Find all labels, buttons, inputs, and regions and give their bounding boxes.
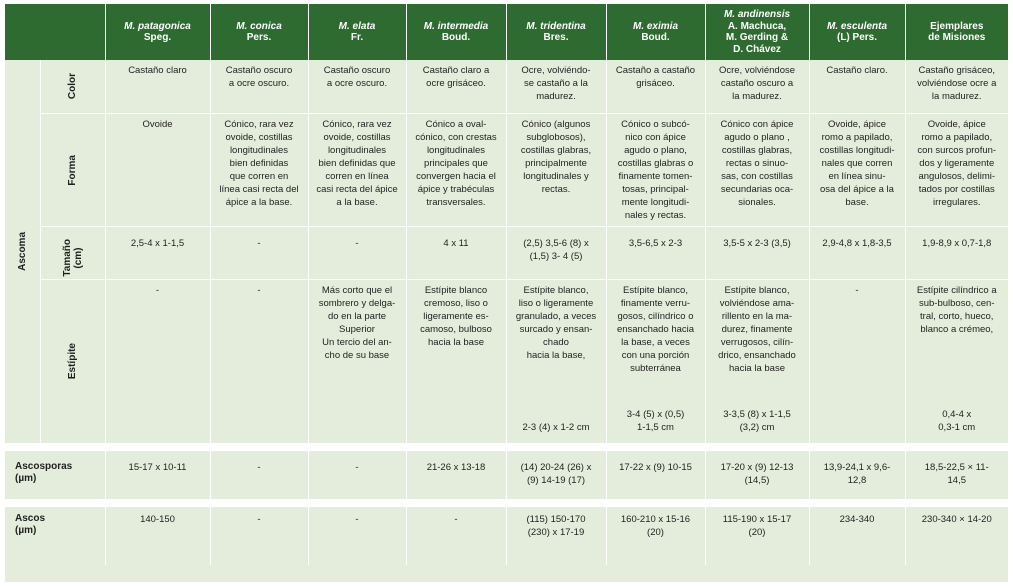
header-col-5 bbox=[506, 4, 606, 60]
table-cell: 1,9-8,9 x 0,7-1,8 bbox=[905, 227, 1008, 280]
species-author: Fr. bbox=[350, 32, 364, 43]
table-cell: 230-340 × 14-20 bbox=[921, 514, 992, 525]
species-name: M. conica bbox=[236, 20, 282, 32]
table-cell: Castaño grisáceo, volviéndose ocre a la madurez. bbox=[905, 60, 1008, 114]
table-cell: 160-210 x 15-16 (20) bbox=[606, 503, 705, 565]
table-cell bbox=[606, 280, 705, 448]
estipite-description: Estípite blanco, liso o ligeramente granulado, a veces surcado y ensan- chado hacia la base, bbox=[515, 285, 597, 361]
ascos-label: Ascos (µm) bbox=[5, 503, 105, 565]
table-cell: - bbox=[308, 227, 406, 280]
table-cell: 115-190 x 15-17 (20) bbox=[705, 503, 809, 565]
estipite-size: 3-3,5 (8) x 1-1,5 (3,2) cm bbox=[723, 409, 791, 433]
table-cell: - bbox=[406, 503, 506, 565]
estipite-description: - bbox=[155, 285, 160, 296]
table-cell: (14) 20-24 (26) x (9) 14-19 (17) bbox=[506, 447, 606, 503]
tamano-label-cell bbox=[40, 227, 105, 280]
table-cell: (2,5) 3,5-6 (8) x (1,5) 3- 4 (5) bbox=[506, 227, 606, 280]
tamano-label: Tamaño (cm) bbox=[61, 239, 84, 277]
table-cell: 140-150 bbox=[105, 503, 210, 565]
color-label-cell bbox=[40, 60, 105, 114]
table-cell bbox=[705, 280, 809, 448]
table-cell: Ocre, volviéndo- se castaño a la madurez. bbox=[506, 60, 606, 114]
estipite-size: 3-4 (5) x (0,5) 1-1,5 cm bbox=[626, 409, 685, 433]
row-estipite bbox=[5, 280, 1008, 448]
header-col-6 bbox=[606, 4, 705, 60]
species-name: M. esculenta bbox=[826, 20, 888, 32]
estipite-description: Estípite blanco cremoso, liso o ligeramente es- camoso, bulboso hacia la base bbox=[420, 285, 492, 348]
table-cell: Castaño oscuro a ocre oscuro. bbox=[210, 60, 308, 114]
species-author: Bres. bbox=[543, 32, 569, 43]
table-cell: 3,5-5 x 2-3 (3,5) bbox=[705, 227, 809, 280]
table-cell: Ovoide, ápice romo a papilado, costillas longitudi- nales que corren en línea sinu- osa del ápice a la base. bbox=[809, 114, 905, 227]
table-cell bbox=[905, 280, 1008, 448]
comparison-table-container bbox=[5, 4, 1008, 582]
table-cell: Castaño claro bbox=[105, 60, 210, 114]
table-cell bbox=[210, 280, 308, 448]
ascoma-group-label-cell bbox=[5, 60, 40, 447]
table-cell: 3,5-6,5 x 2-3 bbox=[606, 227, 705, 280]
table-cell: Castaño a castaño grisáceo. bbox=[606, 60, 705, 114]
table-cell bbox=[809, 280, 905, 448]
species-name: M. patagonica bbox=[124, 20, 191, 32]
table-cell: 18,5-22,5 × 11- 14,5 bbox=[905, 447, 1008, 503]
table-cell: 13,9-24,1 x 9,6- 12,8 bbox=[809, 447, 905, 503]
table-cell: - bbox=[210, 227, 308, 280]
table-cell: 2,9-4,8 x 1,8-3,5 bbox=[809, 227, 905, 280]
header-corner bbox=[5, 4, 105, 60]
header-col-3 bbox=[308, 4, 406, 60]
estipite-description: Estípite blanco, volviéndose ama- rillento en la ma- durez, finamente verrugosos, cilín- drico, ensanchado hacia la base bbox=[718, 285, 796, 374]
ascoma-label: Ascoma bbox=[16, 232, 28, 271]
estipite-label-cell bbox=[40, 280, 105, 448]
table-cell: 4 x 11 bbox=[406, 227, 506, 280]
table-cell: Cónico (algunos subglobosos), costillas glabras, principalmente longitudinales y rectas. bbox=[506, 114, 606, 227]
header-col-8 bbox=[809, 4, 905, 60]
table-cell: Ovoide bbox=[105, 114, 210, 227]
table-cell: Cónico a oval- cónico, con crestas longitudinales principales que convergen hacia el ápice y trabéculas transversales. bbox=[406, 114, 506, 227]
header-col-1 bbox=[105, 4, 210, 60]
table-cell: - bbox=[210, 503, 308, 565]
estipite-description: - bbox=[855, 285, 859, 296]
species-name: M. elata bbox=[338, 20, 376, 32]
row-color bbox=[5, 60, 1008, 114]
estipite-size: 2-3 (4) x 1-2 cm bbox=[522, 422, 590, 433]
header-col-7 bbox=[705, 4, 809, 60]
table-cell bbox=[506, 280, 606, 448]
species-name: M. tridentina bbox=[526, 20, 586, 32]
header-col-4 bbox=[406, 4, 506, 60]
estipite-description: Estípite cilíndrico a sub-bulboso, cen- tral, corto, hueco, blanco a crémeo, bbox=[916, 285, 997, 335]
table-cell: 234-340 bbox=[809, 503, 905, 565]
species-author: (L) Pers. bbox=[836, 32, 877, 43]
table-cell: Cónico con ápice agudo o plano , costillas glabras, rectas o sinuo- sas, con costillas secundarias oca- sionales. bbox=[705, 114, 809, 227]
table-cell: - bbox=[210, 447, 308, 503]
estipite-label: Estípite bbox=[67, 343, 78, 380]
forma-label: Forma bbox=[67, 154, 78, 186]
species-author: Speg. bbox=[143, 32, 172, 43]
table-cell: Cónico o subcó- nico con ápice agudo o plano, costillas glabras o finamente tomen- tosas, principal- mente longitudi- nales y rectas. bbox=[606, 114, 705, 227]
table-cell: Cónico, rara vez ovoide, costillas longitudinales bien definidas que corren en línea casi recta del ápice a la base. bbox=[210, 114, 308, 227]
color-label: Color bbox=[67, 73, 78, 100]
table-cell: - bbox=[308, 447, 406, 503]
table-cell: Castaño oscuro a ocre oscuro. bbox=[308, 60, 406, 114]
row-ascos bbox=[5, 503, 1008, 565]
table-cell: 17-20 x (9) 12-13 (14,5) bbox=[705, 447, 809, 503]
morchella-comparison-table bbox=[5, 4, 1008, 565]
species-author: Pers. bbox=[246, 32, 272, 43]
table-cell bbox=[308, 280, 406, 448]
species-author: Boud. bbox=[441, 32, 471, 43]
species-name: M. intermedia bbox=[423, 20, 489, 32]
row-tamano bbox=[5, 227, 1008, 280]
table-cell: Ovoide, ápice romo a papilado, con surcos profun- dos y ligeramente angulosos, delimi- tados por costillas irregulares. bbox=[905, 114, 1008, 227]
estipite-size: 0,4-4 x 0,3-1 cm bbox=[938, 409, 976, 433]
table-cell: - bbox=[308, 503, 406, 565]
species-author: A. Machuca, M. Gerding & D. Chávez bbox=[725, 20, 789, 55]
row-forma bbox=[5, 114, 1008, 227]
species-author: Boud. bbox=[641, 32, 670, 43]
table-cell: 21-26 x 13-18 bbox=[406, 447, 506, 503]
table-cell: Ocre, volviéndose castaño oscuro a la madurez. bbox=[705, 60, 809, 114]
estipite-description: Más corto que el sombrero y delga- do en la parte Superior Un tercio del an- cho de su base bbox=[318, 285, 396, 361]
table-cell: (115) 150-170 (230) x 17-19 bbox=[506, 503, 606, 565]
estipite-description: Estípite blanco, finamente verru- gosos, cilíndrico o ensanchado hacia la base, a veces con una porción subterránea bbox=[616, 285, 695, 374]
table-cell: Castaño claro. bbox=[809, 60, 905, 114]
row-ascosporas bbox=[5, 447, 1008, 503]
species-name: M. andinensis bbox=[723, 9, 791, 20]
forma-label-cell bbox=[40, 114, 105, 227]
header-col-9 bbox=[905, 4, 1008, 60]
table-cell bbox=[105, 280, 210, 448]
table-cell: 2,5-4 x 1-1,5 bbox=[105, 227, 210, 280]
header-col-2 bbox=[210, 4, 308, 60]
table-cell bbox=[406, 280, 506, 448]
table-cell: 17-22 x (9) 10-15 bbox=[606, 447, 705, 503]
column-title: Ejemplares de Misiones bbox=[928, 20, 986, 43]
table-cell: 15-17 x 10-11 bbox=[105, 447, 210, 503]
species-name: M. eximia bbox=[632, 20, 679, 32]
table-cell: Cónico, rara vez ovoide, costillas longitudinales bien definidas que corren en línea casi recta del ápice a la base. bbox=[308, 114, 406, 227]
table-cell: Castaño claro a ocre grisáceo. bbox=[406, 60, 506, 114]
header-row bbox=[5, 4, 1008, 60]
ascosporas-label: Ascosporas (µm) bbox=[5, 447, 105, 503]
estipite-description: - bbox=[257, 285, 261, 296]
